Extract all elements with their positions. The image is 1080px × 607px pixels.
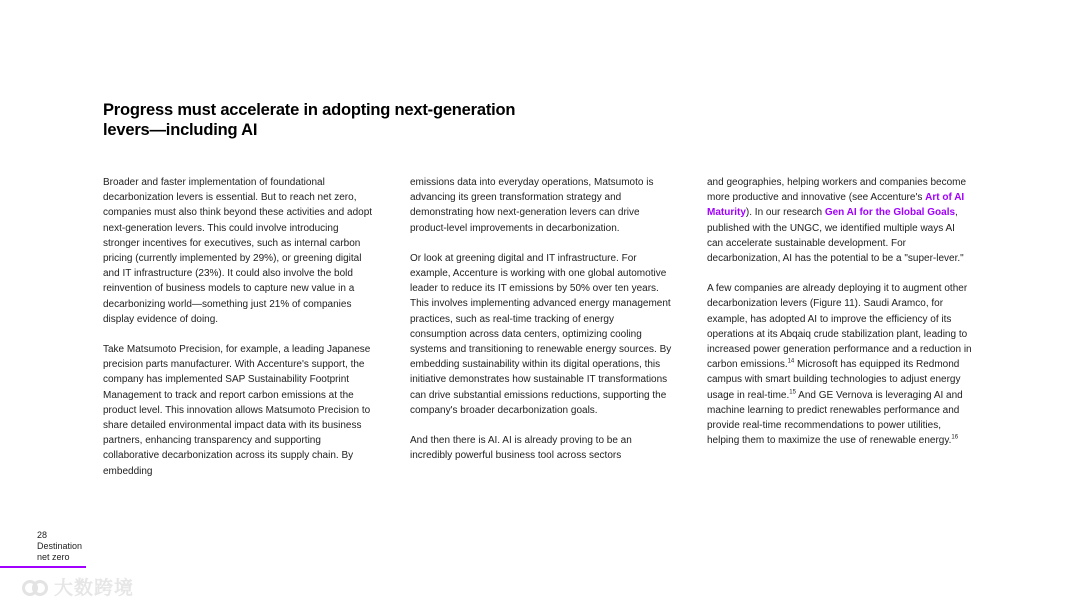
text-column-2 xyxy=(410,175,672,478)
paragraph: And then there is AI. AI is already proving to be an incredibly powerful business tool across sectors xyxy=(410,435,632,462)
art-of-ai-maturity-link[interactable]: Art of AI Maturity xyxy=(707,192,965,219)
watermark xyxy=(22,573,134,600)
footnote-ref: 16 xyxy=(951,434,959,441)
paragraph: emissions data into everyday operations, Matsumoto is advancing its green transformation strategy and demonstrating how next-generation levers can drive product-level improvements in decarbonization. xyxy=(410,177,654,234)
page-heading: Progress must accelerate in adopting next-generation levers—including AI xyxy=(103,101,516,139)
text-span: ). In our research xyxy=(745,207,825,219)
paragraph xyxy=(707,175,973,266)
footnote-ref: 14 xyxy=(787,358,795,365)
text-span: and geographies, helping workers and companies become more productive and innovative (see Accenture's xyxy=(707,177,967,204)
footnote-ref: 15 xyxy=(789,389,796,396)
text-span: A few companies are already deploying it to augment other decarbonization levers (Figure 11). Saudi Aramco, for example, has adopted AI to improve the efficiency of its operations at its Abqaiq crude stabilization plant, leading to increased power generation performance and a reduction in carbon emissions. xyxy=(707,283,972,371)
footer-accent-line xyxy=(0,566,86,568)
page-number: 28 xyxy=(37,530,48,540)
section-name-line1: Destination xyxy=(37,541,83,551)
watermark-text: 大数跨境 xyxy=(54,578,135,599)
paragraph: Take Matsumoto Precision, for example, a leading Japanese precision parts manufacturer. With Accenture's support, the company has implemented SAP Sustainability Footprint Management to track and report carbon emissions at the product level. This innovation allows Matsumoto Precision to share detailed environmental impact data with its business partners, enhancing transparency and supporting collaborative decarbonization across its supply chain. By embedding xyxy=(103,344,371,477)
section-name-line2: net zero xyxy=(37,552,70,562)
page-footer xyxy=(37,530,82,563)
text-span: Microsoft has equipped its Redmond campus with smart building technologies to adjust energy usage in real-time. xyxy=(707,359,961,401)
paragraph xyxy=(707,281,973,448)
watermark-logo-icon xyxy=(22,577,48,597)
text-span: , published with the UNGC, we identified multiple ways AI can accelerate sustainable development. For decarbonization, AI has the potential to be a "super-lever." xyxy=(707,207,964,265)
paragraph: Or look at greening digital and IT infrastructure. For example, Accenture is working with one global automotive leader to reduce its IT emissions by 50% over ten years. This involves implementing advanced energy management practices, such as real-time tracking of energy consumption across data centers, optimizing cooling systems and transitioning to renewable energy sources. By embedding sustainability within its digital operations, this initiative demonstrates how sustainable IT transformations can drive substantial emissions reductions, supporting the company's broader decarbonization goals. xyxy=(410,252,672,416)
text-column-1 xyxy=(103,175,375,494)
gen-ai-global-goals-link[interactable]: Gen AI for the Global Goals xyxy=(824,207,956,219)
text-column-3 xyxy=(707,175,973,463)
text-span: And GE Vernova is leveraging AI and machine learning to predict renewables performance and provide real-time recommendations to power utilities, helping them to maximize the use of renewable energy. xyxy=(707,389,963,447)
paragraph: Broader and faster implementation of foundational decarbonization levers is essential. But to reach net zero, companies must also think beyond these activities and adopt next-generation levers. This could involve introducing stronger incentives for executives, such as internal carbon pricing (currently implemented by 29%), or greening digital and IT infrastructure (23%). It could also involve the bold reinvention of business models to capture new value in a decarbonizing world—something just 21% of companies display evidence of doing. xyxy=(103,177,373,325)
